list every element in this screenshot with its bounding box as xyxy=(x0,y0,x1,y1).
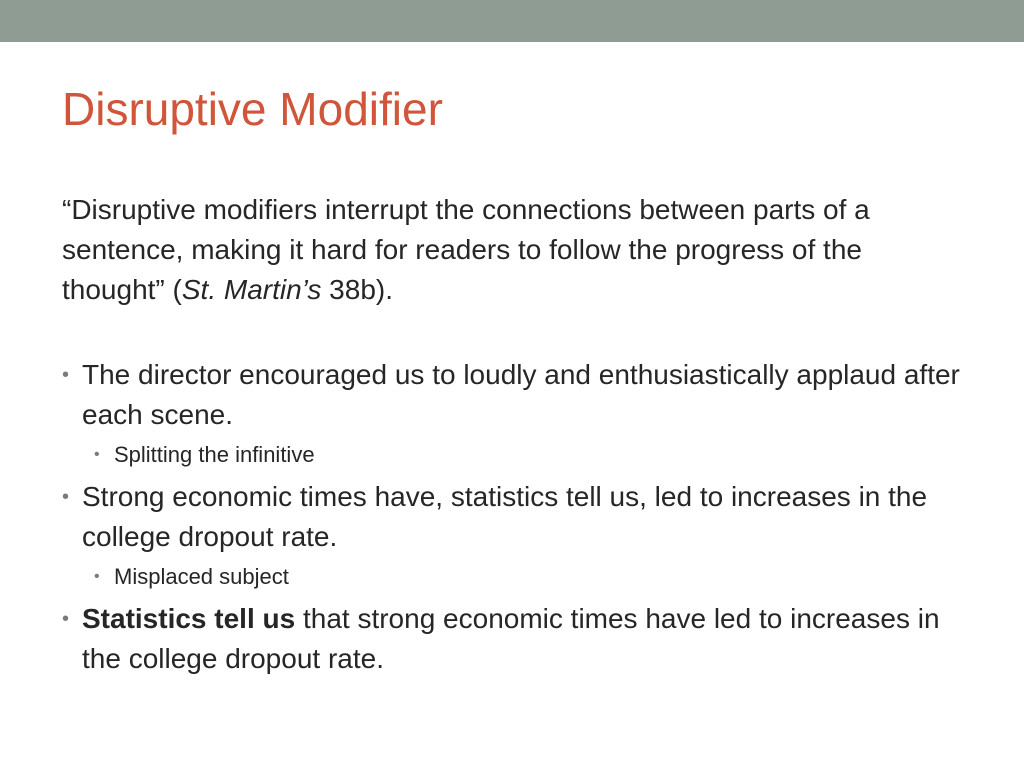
bullet-item-3 xyxy=(62,599,972,679)
bullet-icon: • xyxy=(94,568,100,585)
slide-body xyxy=(62,190,972,683)
bullet-bold-text: Statistics tell us xyxy=(82,603,296,634)
bullet-text: Strong economic times have, statistics tell us, led to increases in the college dropout rate. xyxy=(82,481,928,552)
sub-bullet-text: Splitting the infinitive xyxy=(114,442,315,467)
top-accent-band xyxy=(0,0,1024,42)
slide-title: Disruptive Modifier xyxy=(62,83,443,135)
bullet-text: The director encouraged us to loudly and enthusiastically applaud after each scene. xyxy=(82,359,960,430)
bullet-icon: • xyxy=(62,364,70,386)
quote-citation: 38b). xyxy=(321,274,393,305)
bullet-icon: • xyxy=(62,486,70,508)
bullet-item-2 xyxy=(62,477,972,557)
bullet-icon: • xyxy=(62,608,70,630)
bullet-icon: • xyxy=(94,446,100,463)
definition-quote xyxy=(62,190,972,310)
sub-bullet-item-1 xyxy=(62,439,972,471)
bullet-item-1 xyxy=(62,355,972,435)
quote-source: St. Martin’s xyxy=(181,274,322,305)
quote-text: “Disruptive modifiers interrupt the connections between parts of a sentence, making it hard for readers to follow the progress of the thought” ( xyxy=(62,194,870,305)
sub-bullet-text: Misplaced subject xyxy=(114,564,289,589)
bullet-text: that strong economic times have led to increases in the college dropout rate. xyxy=(82,603,940,674)
sub-bullet-item-2 xyxy=(62,561,972,593)
